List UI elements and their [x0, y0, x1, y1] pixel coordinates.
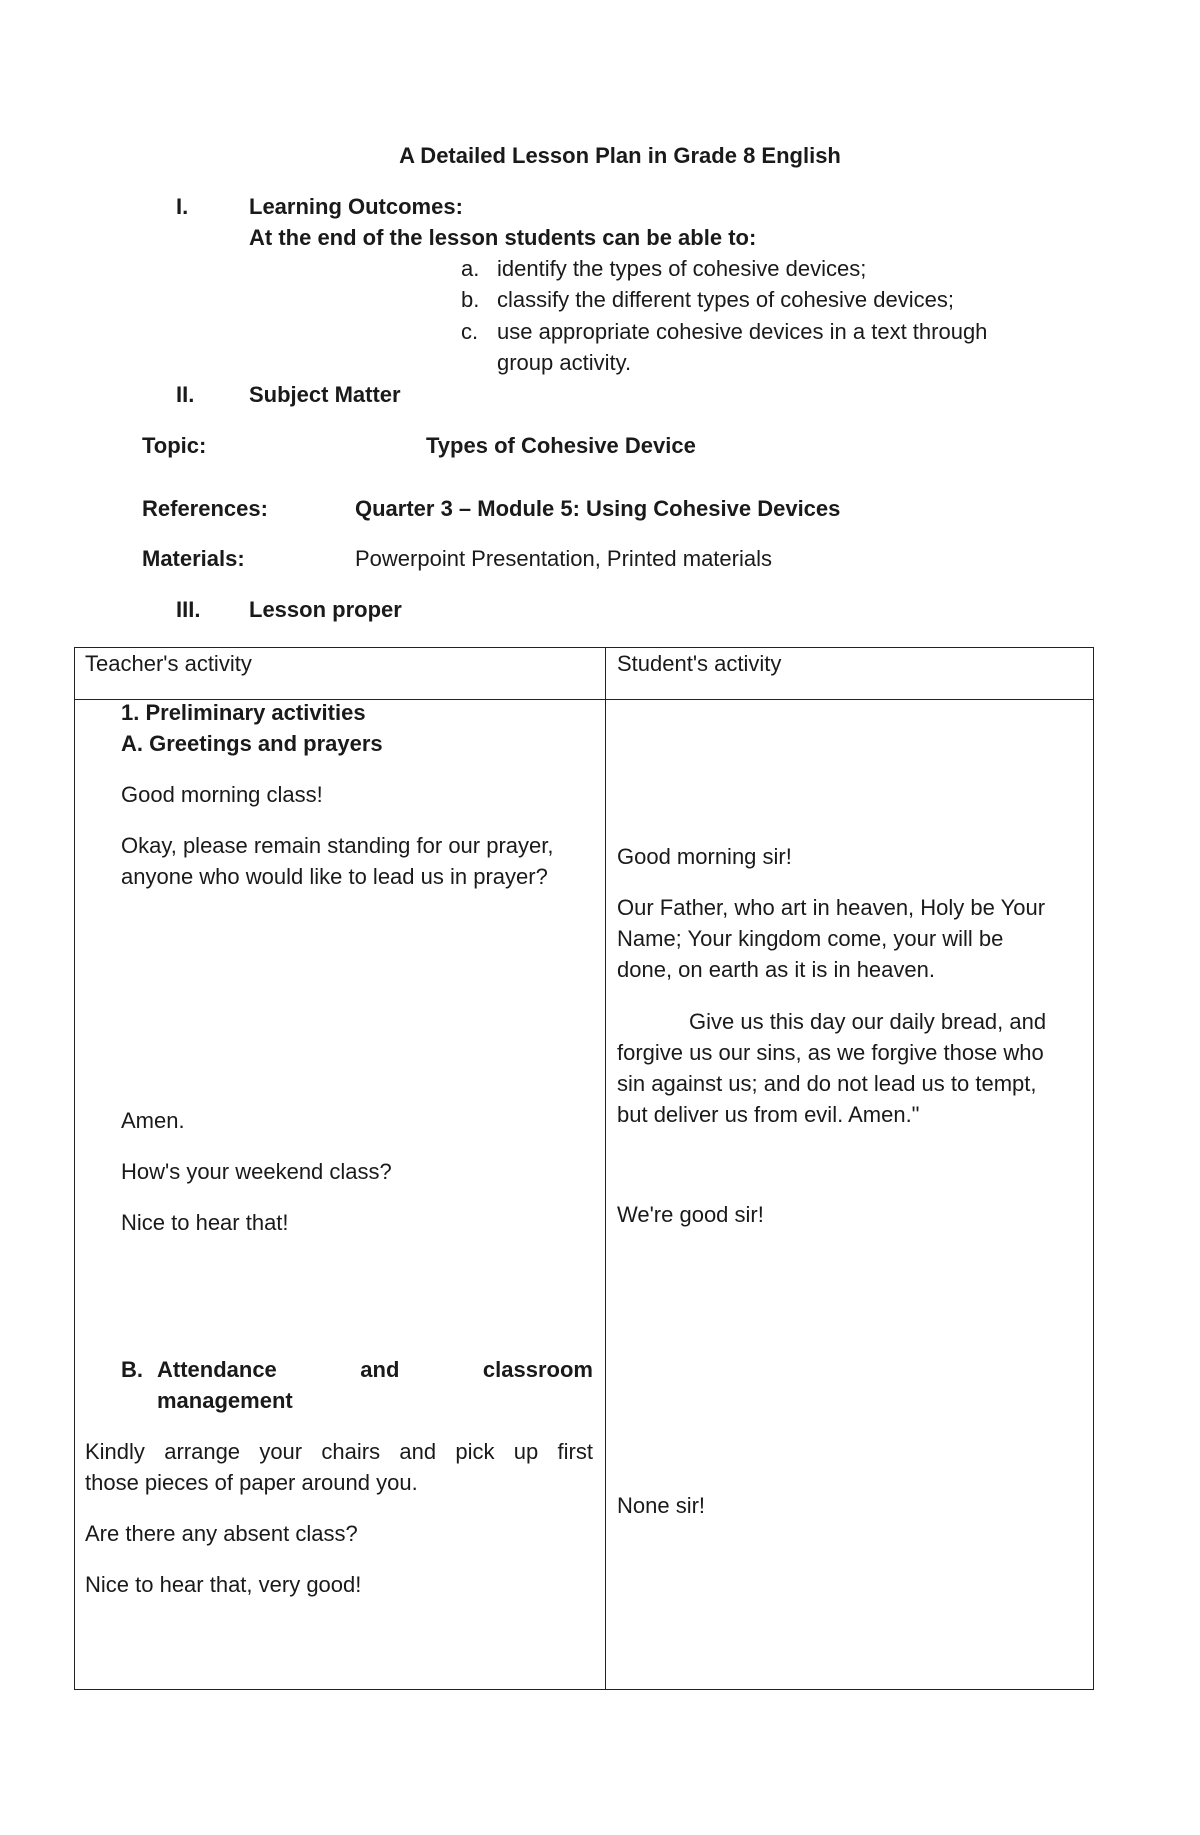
attendance-heading-continuation: management [157, 1388, 293, 1413]
teacher-line: Are there any absent class? [85, 1521, 358, 1546]
outcome-item: identify the types of cohesive devices; [497, 256, 867, 281]
student-line: Good morning sir! [617, 844, 792, 869]
student-line: Name; Your kingdom come, your will be [617, 926, 1004, 951]
student-line: sin against us; and do not lead us to tempt, [617, 1071, 1037, 1096]
outcome-item: classify the different types of cohesive devices; [497, 287, 954, 312]
student-activity-header: Student's activity [617, 651, 782, 676]
teacher-line: Nice to hear that! [121, 1210, 289, 1235]
section-numeral-2: II. [176, 382, 195, 407]
activity-table [74, 647, 1094, 1690]
outcome-letter: c. [461, 319, 479, 344]
learning-outcomes-heading: Learning Outcomes: [249, 194, 463, 219]
subject-matter-heading: Subject Matter [249, 382, 401, 407]
materials-value: Powerpoint Presentation, Printed materials [355, 546, 772, 571]
student-line: Give us this day our daily bread, and [689, 1009, 1047, 1034]
teacher-line-justified: Kindly arrange your chairs and pick up first [85, 1439, 593, 1464]
student-line: None sir! [617, 1493, 706, 1518]
attendance-word: classroom [482, 1357, 593, 1382]
teacher-line: Good morning class! [121, 782, 323, 807]
table-column-divider [605, 648, 606, 1689]
student-line: We're good sir! [617, 1202, 764, 1227]
student-line: done, on earth as it is in heaven. [617, 957, 935, 982]
attendance-word: Attendance [157, 1357, 277, 1382]
teacher-line [85, 1436, 593, 1467]
teacher-line: Amen. [121, 1108, 185, 1133]
greetings-prayers-heading: A. Greetings and prayers [121, 731, 383, 756]
document-title: A Detailed Lesson Plan in Grade 8 English [399, 143, 841, 168]
student-line: Our Father, who art in heaven, Holy be Your [617, 895, 1046, 920]
outcome-item-continuation: group activity. [497, 350, 632, 375]
outcome-letter: a. [461, 256, 480, 281]
outcome-item: use appropriate cohesive devices in a text through [497, 319, 988, 344]
materials-label: Materials: [142, 546, 245, 571]
attendance-word: and [360, 1357, 400, 1382]
topic-value: Types of Cohesive Device [426, 433, 696, 458]
learning-outcomes-subheading: At the end of the lesson students can be able to: [249, 225, 757, 250]
student-line: but deliver us from evil. Amen." [617, 1102, 920, 1127]
section-numeral-3: III. [176, 597, 201, 622]
section-numeral-1: I. [176, 194, 189, 219]
attendance-letter: B. [121, 1357, 143, 1382]
references-value: Quarter 3 – Module 5: Using Cohesive Devices [355, 496, 841, 521]
outcome-letter: b. [461, 287, 480, 312]
teacher-line: anyone who would like to lead us in prayer? [121, 864, 548, 889]
student-line: forgive us our sins, as we forgive those who [617, 1040, 1044, 1065]
teacher-line: those pieces of paper around you. [85, 1470, 418, 1495]
teacher-line: Okay, please remain standing for our prayer, [121, 833, 554, 858]
teacher-line: How's your weekend class? [121, 1159, 392, 1184]
attendance-heading [157, 1354, 593, 1385]
preliminary-activities-heading: 1. Preliminary activities [121, 700, 366, 725]
topic-label: Topic: [142, 433, 207, 458]
lesson-proper-heading: Lesson proper [249, 597, 402, 622]
teacher-line: Nice to hear that, very good! [85, 1572, 362, 1597]
references-label: References: [142, 496, 268, 521]
teacher-activity-header: Teacher's activity [85, 651, 252, 676]
